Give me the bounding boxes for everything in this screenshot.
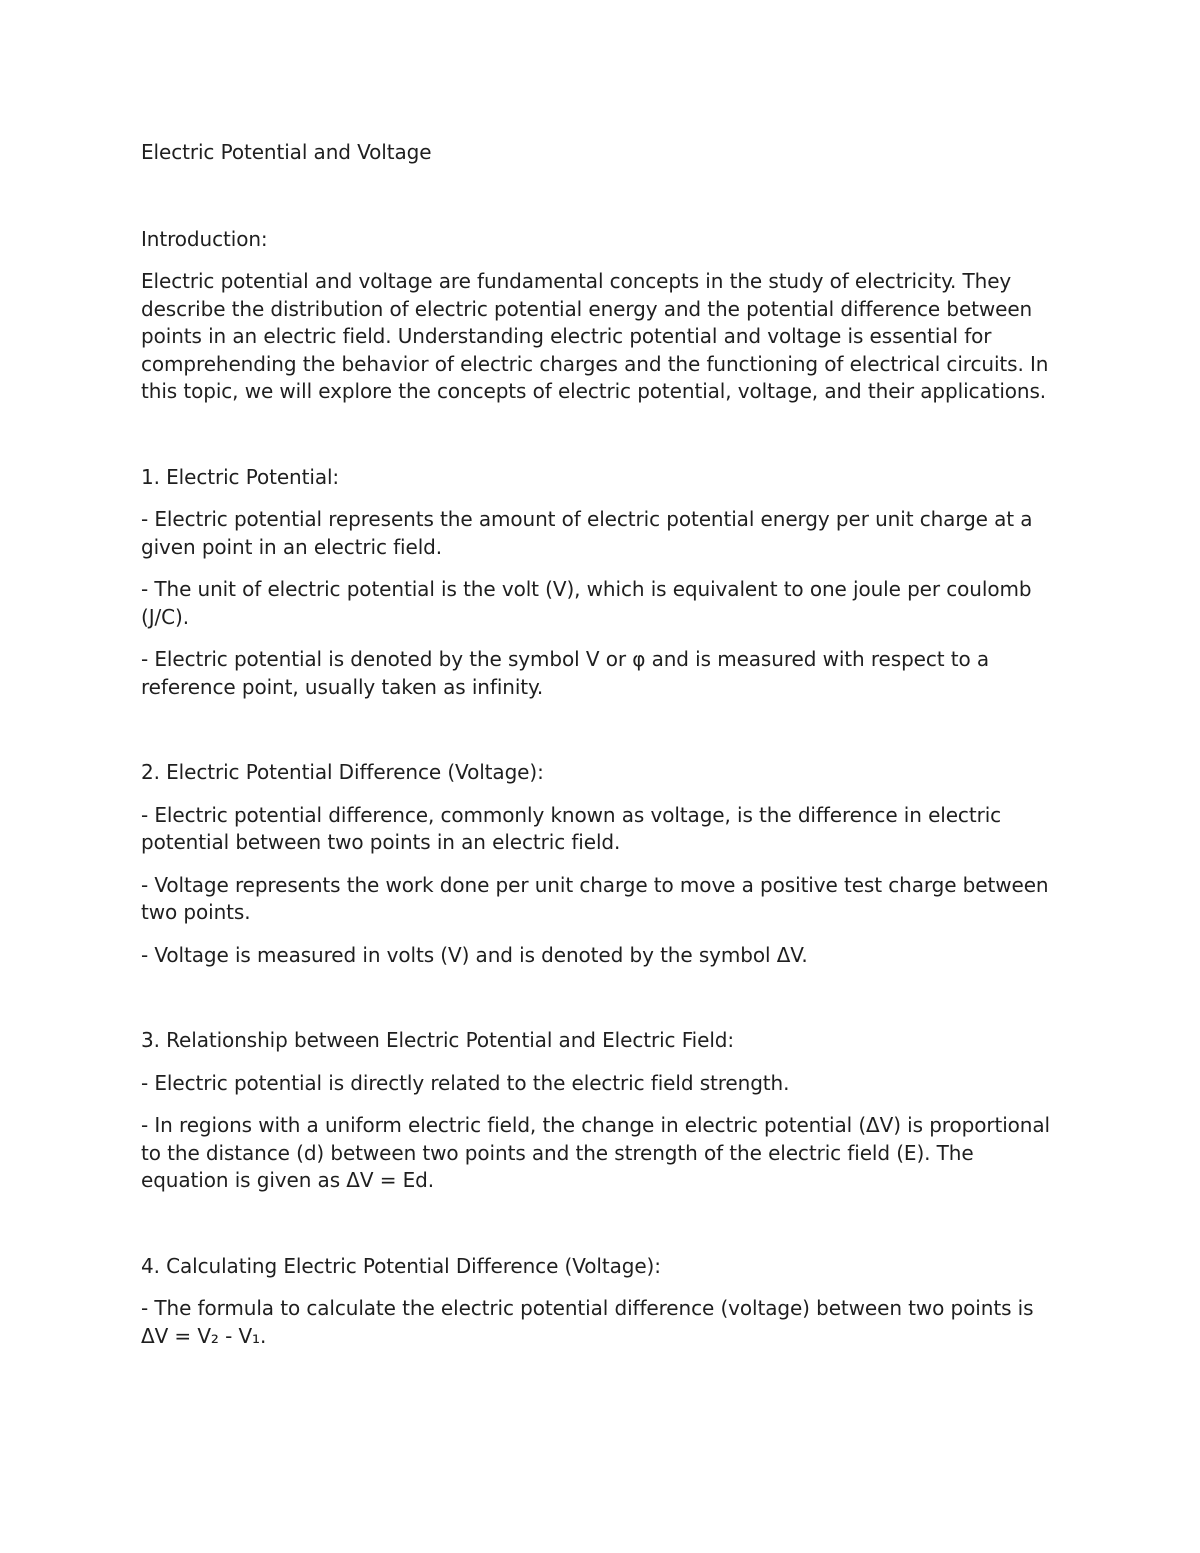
section-heading: 3. Relationship between Electric Potential and Electric Field: <box>141 1028 735 1052</box>
section-potential-difference <box>141 759 1061 969</box>
bullet-item: - The formula to calculate the electric potential difference (voltage) between two points is ΔV = V₂ - V₁. <box>141 1296 1034 1348</box>
bullet-item: - Electric potential represents the amount of electric potential energy per unit charge at a given point in an electric field. <box>141 507 1033 559</box>
section-heading: 1. Electric Potential: <box>141 464 340 489</box>
introduction-paragraph: Electric potential and voltage are fundamental concepts in the study of electricity. They describe the distribution of electric potential energy and the potential difference between points in an electric field. Understanding electric potential and voltage is essential for comprehending the behavior of electric charges and the functioning of electrical circuits. In this topic, we will explore the concepts of electric potential, voltage, and their applications. <box>141 269 1049 403</box>
introduction-heading: Introduction: <box>141 226 268 251</box>
document-body <box>141 139 1061 1350</box>
section-calculating-voltage <box>141 1253 1061 1351</box>
bullet-item: - Voltage represents the work done per unit charge to move a positive test charge between two points. <box>141 872 1049 924</box>
section-potential-and-field <box>141 1027 1061 1195</box>
bullet-item: - Electric potential is denoted by the symbol V or φ and is measured with respect to a reference point, usually taken as infinity. <box>141 647 990 699</box>
section-heading: 2. Electric Potential Difference (Voltage): <box>141 760 544 784</box>
section-heading: 4. Calculating Electric Potential Difference (Voltage): <box>141 1253 661 1278</box>
bullet-item: - In regions with a uniform electric field, the change in electric potential (ΔV) is proportional to the distance (d) between two points and the strength of the electric field (E). The equation is given as ΔV = Ed. <box>141 1113 1050 1192</box>
bullet-item: - Electric potential is directly related to the electric field strength. <box>141 1070 790 1095</box>
bullet-item: - The unit of electric potential is the volt (V), which is equivalent to one joule per coulomb (J/C). <box>141 577 1032 629</box>
document-title: Electric Potential and Voltage <box>141 140 432 164</box>
section-electric-potential <box>141 464 1061 702</box>
bullet-item: - Electric potential difference, commonly known as voltage, is the difference in electric potential between two points in an electric field. <box>141 802 1002 854</box>
bullet-item: - Voltage is measured in volts (V) and is denoted by the symbol ΔV. <box>141 942 808 967</box>
